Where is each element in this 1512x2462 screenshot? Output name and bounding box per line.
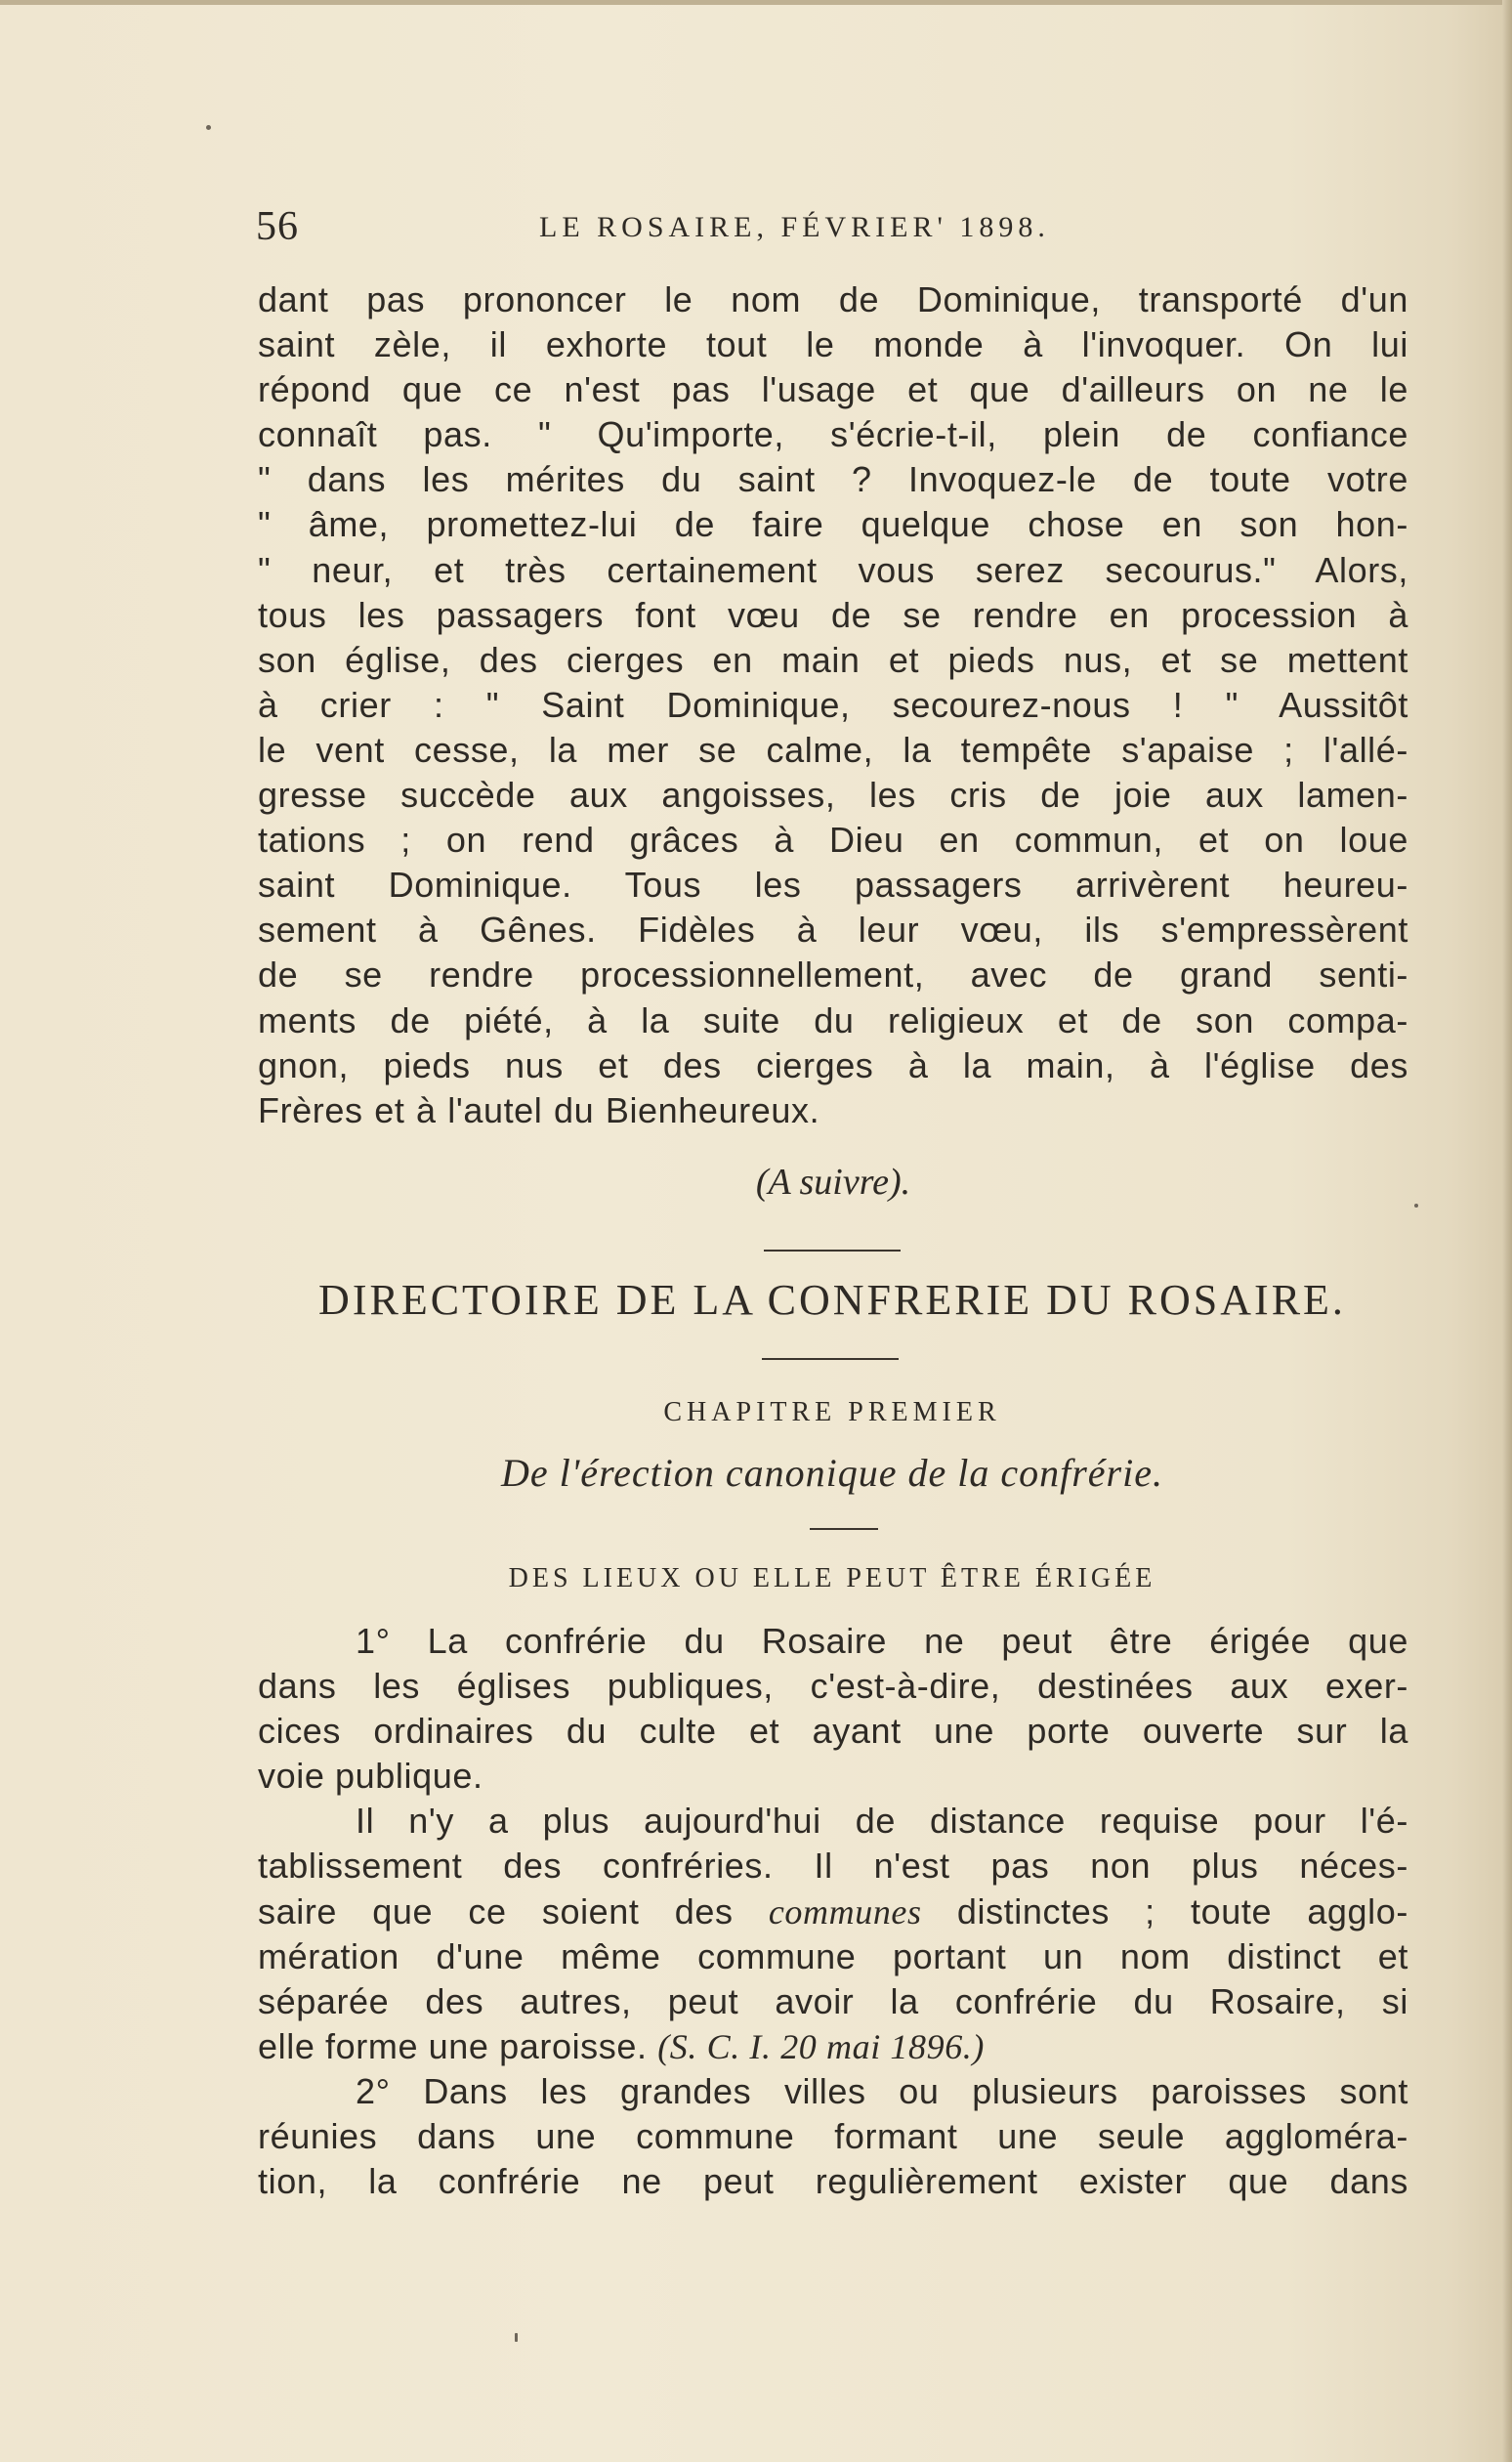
text-line: 1° La confrérie du Rosaire ne peut être érigée que	[356, 1621, 1408, 1661]
page-top-edge	[0, 0, 1512, 5]
text-fragment: saire que ce soient des	[258, 1890, 769, 1931]
text-line: Il n'y a plus aujourd'hui de distance requise pour l'é-	[356, 1801, 1408, 1842]
text-line: tion, la confrérie ne peut regulièrement exister que dans	[258, 2161, 1408, 2202]
text-line: dant pas prononcer le nom de Dominique, transporté d'un	[258, 279, 1408, 319]
text-line: gnon, pieds nus et des cierges à la main, à l'église des	[258, 1044, 1408, 1085]
text-line: tous les passagers font vœu de se rendre en procession à	[258, 594, 1408, 635]
text-line: ments de piété, à la suite du religieux et de son compa-	[258, 999, 1408, 1040]
text-line: saint zèle, il exhorte tout le monde à l'invoquer. On lui	[258, 324, 1408, 365]
divider-rule	[810, 1528, 878, 1530]
text-line: mération d'une même commune portant un nom distinct et	[258, 1935, 1408, 1976]
text-line: son église, des cierges en main et pieds nus, et se mettent	[258, 639, 1408, 680]
page-right-edge	[1502, 0, 1512, 2462]
article-text	[258, 1619, 1408, 2204]
text-line	[258, 2024, 1408, 2069]
text-line: tablissement des confréries. Il n'est pas non plus néces-	[258, 1846, 1408, 1887]
text-line	[258, 1889, 1408, 1934]
to-be-continued: (A suivre).	[755, 1162, 911, 1203]
divider-rule	[762, 1358, 899, 1360]
text-line: répond que ce n'est pas l'usage et que d'ailleurs on ne le	[258, 369, 1408, 410]
text-line: sement à Gênes. Fidèles à leur vœu, ils s'empressèrent	[258, 910, 1408, 951]
text-line: Frères et à l'autel du Bienheureux.	[258, 1089, 820, 1130]
sub-heading: DES LIEUX OU ELLE PEUT ÊTRE ÉRIGÉE	[508, 1563, 1156, 1593]
text-line: 2° Dans les grandes villes ou plusieurs paroisses sont	[356, 2070, 1408, 2111]
page-header	[256, 203, 1408, 252]
citation: (S. C. I. 20 mai 1896.)	[657, 2026, 985, 2066]
text-line: le vent cesse, la mer se calme, la tempête s'apaise ; l'allé-	[258, 729, 1408, 770]
paper-speck	[206, 125, 211, 130]
chapter-subtitle: De l'érection canonique de la confrérie.	[501, 1451, 1163, 1495]
divider-rule	[764, 1250, 901, 1252]
text-fragment: distinctes ; toute agglo-	[921, 1890, 1408, 1931]
text-line: séparée des autres, peut avoir la confrérie du Rosaire, si	[258, 1980, 1408, 2021]
text-line: réunies dans une commune formant une seule aggloméra-	[258, 2116, 1408, 2157]
text-line: saint Dominique. Tous les passagers arrivèrent heureu-	[258, 865, 1408, 906]
text-line: de se rendre processionnellement, avec de grand senti-	[258, 955, 1408, 996]
text-line: " dans les mérites du saint ? Invoquez-le de toute votre	[258, 459, 1408, 500]
running-title: LE ROSAIRE, FÉVRIER' 1898.	[539, 211, 1050, 243]
page-number: 56	[256, 204, 299, 249]
text-line: à crier : " Saint Dominique, secourez-nous ! " Aussitôt	[258, 684, 1408, 725]
text-line: " neur, et très certainement vous serez secourus." Alors,	[258, 549, 1408, 590]
paper-speck	[1414, 1204, 1418, 1208]
text-line: " âme, promettez-lui de faire quelque chose en son hon-	[258, 504, 1408, 545]
text-line: voie publique.	[258, 1756, 483, 1797]
emphasis-text: communes	[768, 1891, 922, 1931]
section-title: DIRECTOIRE DE LA CONFRERIE DU ROSAIRE.	[318, 1276, 1346, 1324]
chapter-title: CHAPITRE PREMIER	[663, 1397, 1001, 1427]
narrative-text	[258, 277, 1408, 1133]
text-line: gresse succède aux angoisses, les cris de joie aux lamen-	[258, 775, 1408, 816]
paper-speck	[515, 2333, 518, 2342]
text-line: cices ordinaires du culte et ayant une porte ouverte sur la	[258, 1711, 1408, 1752]
text-line: tations ; on rend grâces à Dieu en commun, et on loue	[258, 820, 1408, 861]
text-fragment: elle forme une paroisse.	[258, 2025, 658, 2066]
text-line: connaît pas. " Qu'importe, s'écrie-t-il, plein de confiance	[258, 414, 1408, 455]
text-line: dans les églises publiques, c'est-à-dire, destinées aux exer-	[258, 1666, 1408, 1707]
